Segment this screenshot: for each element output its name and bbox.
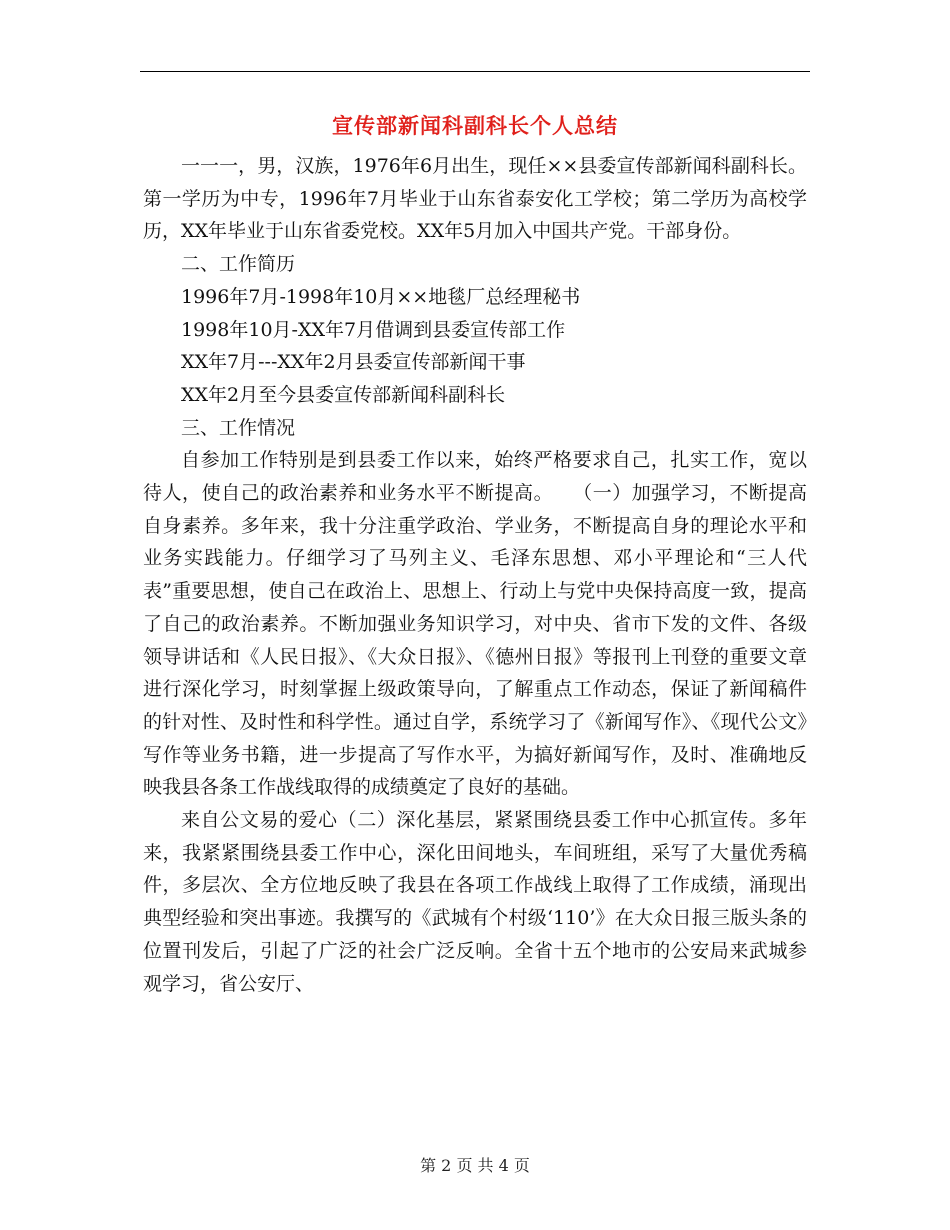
paragraph-study: 自参加工作特别是到县委工作以来，始终严格要求自己，扎实工作，宽以待人，使自己的政治素养和业务水平不断提高。 （一）加强学习，不断提高自身素养。多年来，我十分注重学政治、学业务，不断提高自身的理论水平和业务实践能力。仔细学习了马列主义、毛泽东思想、邓小平理论和“三人代表”重要思想，使自己在政治上、思想上、行动上与党中央保持高度一致，提高了自己的政治素养。不断加强业务知识学习，对中央、省市下发的文件、各级领导讲话和《人民日报》、《大众日报》、《德州日报》等报刊上刊登的重要文章进行深化学习，时刻掌握上级政策导向，了解重点工作动态，保证了新闻稿件的针对性、及时性和科学性。通过自学，系统学习了《新闻写作》、《现代公文》写作等业务书籍，进一步提高了写作水平，为搞好新闻写作，及时、准确地反映我县各条工作战线取得的成绩奠定了良好的基础。 — [143, 449, 807, 799]
paragraph-grassroots: 来自公文易的爱心（二）深化基层，紧紧围绕县委工作中心抓宣传。多年来，我紧紧围绕县委工作中心，深化田间地头，车间班组，采写了大量优秀稿件，多层次、全方位地反映了我县在各项工作战线上取得了工作成绩，涌现出典型经验和突出事迹。我撰写的《武城有个村级‘110’》在大众日报三版头条的位置刊发后，引起了广泛的社会广泛反响。全省十五个地市的公安局来武城参观学习，省公安厅、 — [143, 809, 807, 995]
history-item: XX年7月---XX年2月县委宣传部新闻干事 — [181, 351, 526, 374]
page-number: 第 2 页 共 4 页 — [420, 1156, 530, 1175]
document-title: 宣传部新闻科副科长个人总结 — [332, 113, 618, 138]
history-item: 1996年7月-1998年10月××地毯厂总经理秘书 — [181, 285, 581, 308]
header-rule — [140, 71, 810, 72]
history-item: 1998年10月-XX年7月借调到县委宣传部工作 — [181, 318, 566, 341]
heading-work-history: 二、工作简历 — [181, 253, 296, 276]
paragraph-personal-info: 一一一，男，汉族，1976年6月出生，现任××县委宣传部新闻科副科长。第一学历为中专，1996年7月毕业于山东省泰安化工学校；第二学历为高校学历，XX年毕业于山东省委党校。XX年5月加入中国共产党。干部身份。 — [143, 155, 807, 243]
history-item: XX年2月至今县委宣传部新闻科副科长 — [181, 383, 506, 406]
heading-work-situation: 三、工作情况 — [181, 416, 296, 439]
document-body — [143, 150, 807, 1000]
